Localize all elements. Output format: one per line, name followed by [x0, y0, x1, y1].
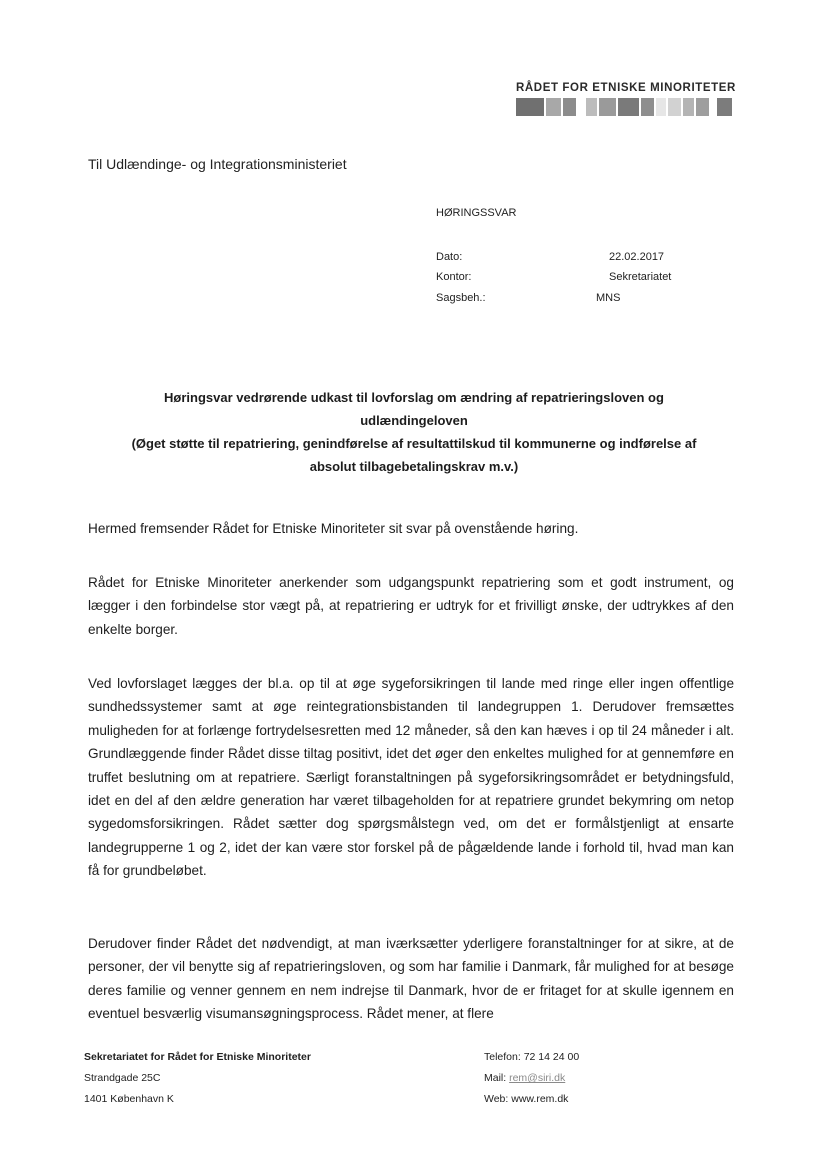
logo-bar-segment	[656, 98, 665, 116]
footer-street: Strandgade 25C	[84, 1072, 161, 1084]
paragraph-4: Derudover finder Rådet det nødvendigt, at man iværksætter yderligere foranstaltninger for at sikre, at de personer, der vil benytte sig af repatrieringsloven, og som har familie i Danmark, får mulighed for at besøge deres familie og venner gennem en nem indrejse til Danmark, hvor de er fritaget for at skulle igennem en eventuel besværlig visumansøgningsprocess. Rådet mener, at flere	[88, 936, 734, 1022]
logo-bar-segment	[641, 98, 654, 116]
footer-phone: Telefon: 72 14 24 00	[484, 1051, 580, 1063]
date-value: 22.02.2017	[609, 251, 665, 263]
office-value: Sekretariatet	[609, 271, 672, 283]
logo-bar-segment	[563, 98, 576, 116]
logo-bar-segment	[578, 98, 584, 116]
paragraph-2: Rådet for Etniske Minoriteter anerkender som udgangspunkt repatriering som et godt instrument, og lægger i den forbindelse stor vægt på, at repatriering er udtryk for et frivilligt ønske, der udtrykkes af den enkelte borger.	[88, 575, 734, 637]
paragraph-3: Ved lovforslaget lægges der bl.a. op til at øge sygeforsikringen til lande med ringe eller ingen offentlige sundhedssystemer samt at øge reintegrationsbistanden til landegruppen 1. Derudover fremsættes muligheden for at forlænge fortrydelsesretten med 12 måneder, så den kan hæves i op til 24 måneder i alt. Grundlæggende finder Rådet disse tiltag positivt, idet det øger den enkeltes mulighed for at gennemføre en truffet beslutning om at repatriere. Særligt foranstaltningen på sygeforsikringsområdet er betydningsfuld, idet en del af den ældre generation har været tilbageholden for at repatriere grundet bekymring om netop sygedomsforsikringen. Rådet sætter dog spørgsmålstegn ved, om det er formålstjenligt at ensarte landegrupperne 1 og 2, idet der kan være stor forskel på de pågældende lande i forhold til, hvad man kan få for grundbeløbet.	[88, 676, 734, 879]
logo-bar-segment	[586, 98, 597, 116]
logo-bar-segment	[683, 98, 694, 116]
footer-mail	[484, 1068, 579, 1089]
logo-bar-segment	[711, 98, 715, 116]
logo-bar-segment	[516, 98, 544, 116]
date-label: Dato:	[436, 251, 463, 263]
footer-contact	[484, 1047, 579, 1110]
footer-address	[84, 1047, 311, 1110]
caseworker-value: MNS	[596, 292, 621, 304]
organization-logo-text: RÅDET FOR ETNISKE MINORITETER	[516, 82, 736, 94]
document-title	[88, 386, 740, 478]
footer-web[interactable]: Web: www.rem.dk	[484, 1093, 569, 1105]
title-line-4: absolut tilbagebetalingskrav m.v.)	[309, 459, 519, 474]
office-label: Kontor:	[436, 271, 472, 283]
footer-city: 1401 København K	[84, 1093, 174, 1105]
document-type: HØRINGSSVAR	[436, 207, 517, 219]
logo-bar-segment	[696, 98, 709, 116]
paragraph-intro: Hermed fremsender Rådet for Etniske Minoriteter sit svar på ovenstående høring.	[88, 521, 579, 536]
logo-bar-segment	[546, 98, 561, 116]
organization-logo-bar	[516, 98, 732, 116]
title-line-1: Høringsvar vedrørende udkast til lovforslag om ændring af repatrieringsloven og	[164, 390, 664, 405]
logo-bar-segment	[717, 98, 732, 116]
title-line-3: (Øget støtte til repatriering, genindførelse af resultattilskud til kommunerne og indførelse af	[131, 436, 697, 451]
footer-organization: Sekretariatet for Rådet for Etniske Minoriteter	[84, 1051, 311, 1063]
title-line-2: udlændingeloven	[360, 413, 468, 428]
caseworker-label: Sagsbeh.:	[436, 292, 486, 304]
logo-bar-segment	[668, 98, 681, 116]
logo-bar-segment	[599, 98, 616, 116]
footer-mail-label: Mail:	[484, 1072, 507, 1084]
footer-mail-link[interactable]: rem@siri.dk	[509, 1072, 566, 1084]
logo-bar-segment	[618, 98, 639, 116]
recipient-line: Til Udlændinge- og Integrationsministeriet	[88, 156, 347, 172]
